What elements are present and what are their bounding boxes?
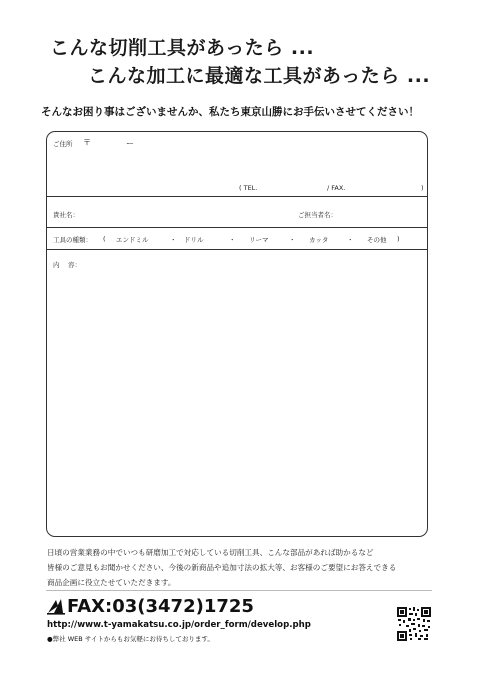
headline-line-2: こんな加工に最適な工具があったら ... [88, 65, 431, 87]
tool-separator: ・ [347, 236, 354, 244]
postal-mark: 〒 [83, 138, 91, 147]
tool-option-endmill: エンドミル [116, 236, 149, 244]
tel-label: ( TEL. [239, 184, 258, 192]
tool-open-paren: ( [103, 235, 106, 243]
divider-line [47, 249, 427, 250]
inquiry-form [46, 131, 428, 537]
tool-option-other: その他 [367, 236, 387, 244]
web-note: ●弊社 WEB サイトからもお気軽にお待ちしております。 [47, 635, 214, 643]
footer-text-line-1: 日頃の営業業務の中でいつも研磨加工で対応している切削工具、こんな部品があれば助かるなど [47, 548, 374, 557]
divider-line [47, 227, 427, 228]
tool-type-label: 工具の種類： [53, 236, 92, 244]
close-paren: ) [421, 184, 424, 192]
subheadline: そんなお困り事はございませんか、私たち東京山勝にお手伝いさせてください！ [41, 106, 419, 118]
fax-number: FAX:03(3472)1725 [67, 596, 254, 617]
form-url-link[interactable]: http://www.t-yamakatsu.co.jp/order_form/develop.php [47, 620, 311, 630]
headline-line-1: こんな切削工具があったら ... [50, 37, 315, 59]
footer-text-line-3: 商品企画に役立たせていただきます。 [47, 578, 176, 587]
tool-separator: ・ [289, 236, 296, 244]
footer-divider [46, 590, 432, 591]
contact-person-label: ご担当者名： [298, 211, 337, 219]
address-label: ご住所 [53, 140, 73, 148]
company-logo-icon [47, 597, 65, 615]
content-label: 内 容： [53, 261, 82, 269]
tool-separator: ・ [229, 236, 236, 244]
tool-separator: ・ [170, 236, 177, 244]
postal-dash: ー [126, 139, 134, 148]
company-label: 貴社名： [53, 211, 79, 219]
fax-field-label: / FAX. [327, 184, 346, 192]
footer-text-line-2: 皆様のご意見もお聞かせください、今後の新商品や追加寸法の拡大等、お客様のご要望にお答えできる [47, 563, 397, 572]
tool-close-paren: ) [397, 235, 400, 243]
tool-option-cutter: カッタ [309, 236, 329, 244]
qr-code [397, 607, 431, 641]
tool-option-drill: ドリル [184, 236, 204, 244]
tool-option-reamer: リーマ [249, 236, 269, 244]
divider-line [47, 196, 427, 197]
